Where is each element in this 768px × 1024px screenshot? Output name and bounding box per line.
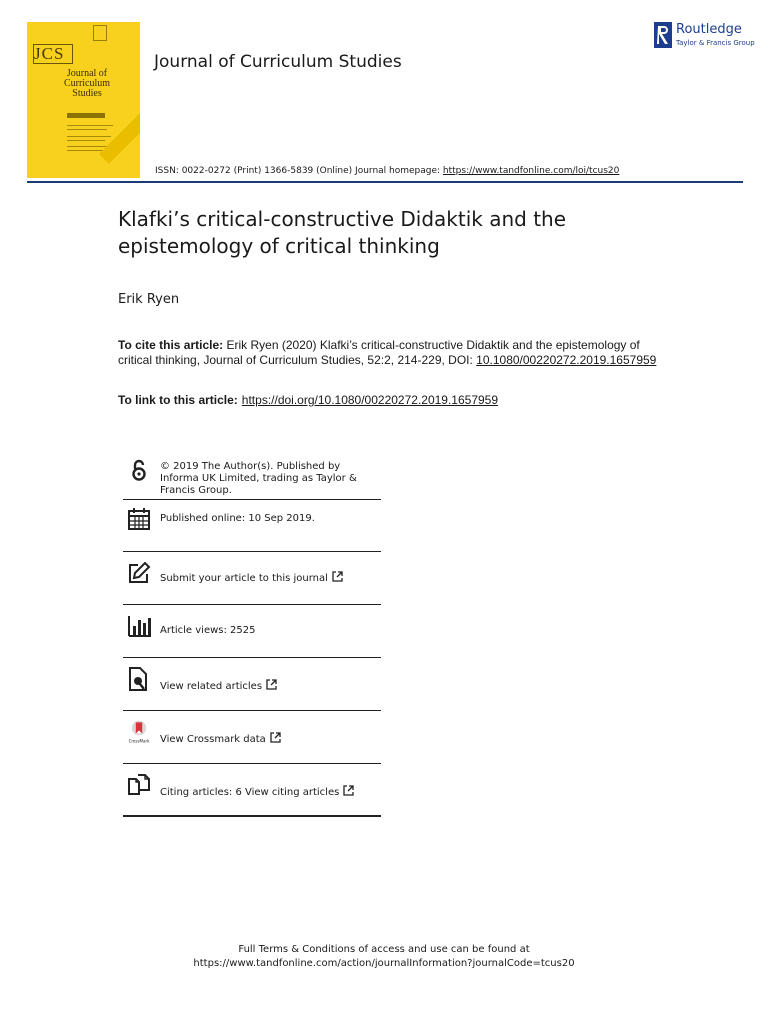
article-title: Klafki’s critical-constructive Didaktik and the epistemology of critical thinking (118, 207, 567, 258)
article-doi-link[interactable]: https://doi.org/10.1080/00220272.2019.1657959 (241, 393, 499, 407)
open-access-row (123, 452, 381, 500)
related-articles-icon (127, 667, 151, 691)
cover-title: Journal of Curriculum Studies (63, 68, 111, 99)
external-link-icon (266, 679, 277, 690)
published-row (123, 500, 381, 552)
journal-homepage-link[interactable]: https://www.tandfonline.com/loi/tcus20 (442, 166, 620, 176)
issn-line (155, 166, 619, 176)
view-related-articles-link[interactable] (160, 679, 382, 693)
published-date: Published online: 10 Sep 2019. (160, 513, 315, 524)
edit-icon (127, 561, 151, 585)
open-access-text: © 2019 The Author(s). Published by Informa UK Limited, trading as Taylor & Francis Group. (160, 461, 357, 496)
journal-title: Journal of Curriculum Studies (154, 52, 402, 72)
journal-cover (27, 22, 140, 178)
related-row[interactable] (123, 658, 381, 711)
article-author: Erik Ryen (118, 292, 180, 307)
cover-diagonal-stripe (99, 105, 140, 164)
publisher-name: Routledge (676, 22, 742, 37)
cover-line (67, 136, 111, 137)
cover-line (67, 140, 105, 141)
terms-url[interactable]: https://www.tandfonline.com/action/journalInformation?journalCode=tcus20 (193, 958, 575, 969)
citing-label: Citing articles: 6 View citing articles (160, 787, 340, 798)
cite-text: Erik Ryen (2020) Klafki’s critical-constructive Didaktik and the epistemology of critical thinking, Journal of Curriculum Studies, 52:2, 214-229, DOI: (118, 338, 640, 367)
calendar-icon (127, 507, 151, 531)
article-views: Article views: 2525 (160, 625, 256, 636)
view-crossmark-link[interactable] (160, 732, 382, 746)
external-link-icon (343, 785, 354, 796)
crossmark-label: View Crossmark data (160, 734, 266, 745)
views-row (123, 605, 381, 658)
cover-band (67, 113, 105, 118)
bar-chart-icon (127, 614, 151, 638)
cover-issue-box (93, 25, 107, 41)
external-link-icon (332, 571, 343, 582)
terms-text: Full Terms & Conditions of access and use can be found at (238, 944, 530, 955)
cover-line (67, 125, 113, 126)
cover-line (67, 150, 103, 151)
link-block (118, 393, 658, 407)
routledge-logo-icon (654, 22, 672, 48)
issn-text: ISSN: 0022-0272 (Print) 1366-5839 (Online) Journal homepage: (155, 166, 443, 176)
cite-doi-link[interactable]: 10.1080/00220272.2019.1657959 (476, 353, 657, 367)
related-label: View related articles (160, 681, 263, 692)
submit-row[interactable] (123, 552, 381, 605)
submit-article-link[interactable] (160, 571, 382, 585)
terms-footer (0, 943, 768, 971)
citing-row[interactable] (123, 764, 381, 817)
link-label: To link to this article: (118, 393, 238, 407)
header-divider (27, 181, 743, 183)
crossmark-icon (127, 720, 151, 744)
citing-articles-icon (127, 773, 151, 797)
crossmark-badge-text: CrossMark (128, 738, 150, 744)
open-access-icon (127, 458, 151, 482)
crossmark-row[interactable] (123, 711, 381, 764)
cover-logo-text: JCS (34, 44, 65, 63)
cite-block (118, 338, 658, 368)
cover-line (67, 129, 107, 130)
view-citing-articles-link[interactable] (160, 785, 382, 799)
external-link-icon (270, 732, 281, 743)
submit-label: Submit your article to this journal (160, 573, 328, 584)
article-info-list (123, 452, 381, 817)
cite-label: To cite this article: (118, 338, 224, 352)
publisher-subtitle: Taylor & Francis Group (676, 39, 755, 47)
